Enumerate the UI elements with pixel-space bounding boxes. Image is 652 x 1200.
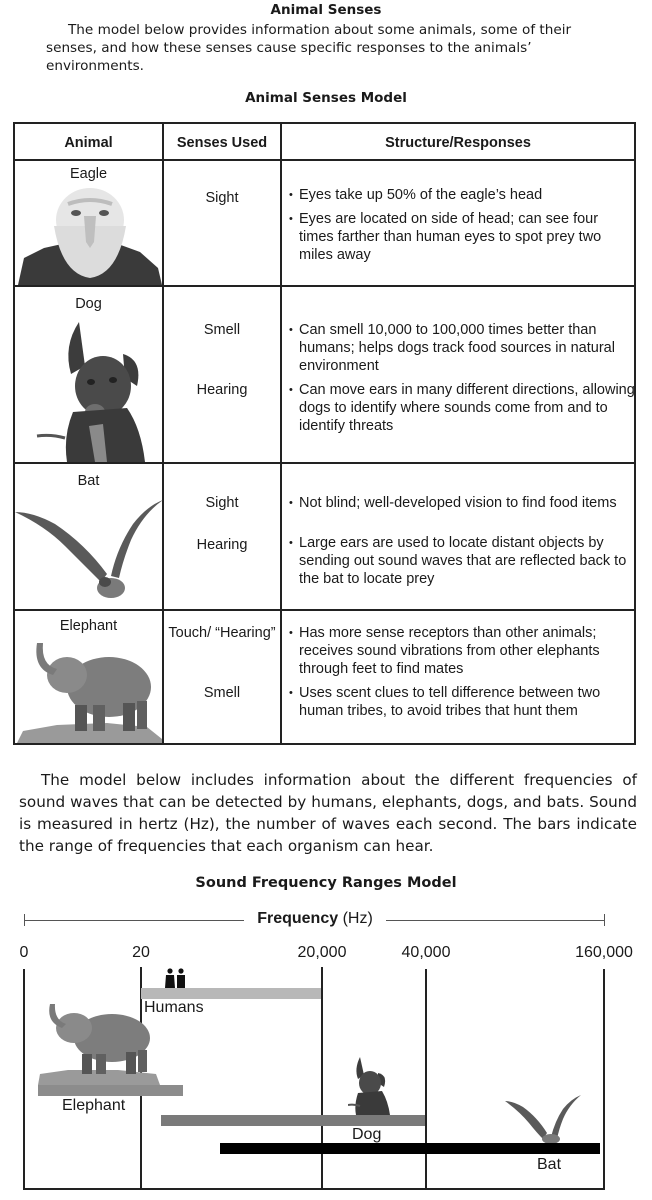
response-text: • Uses scent clues to tell difference between two human tribes, to avoid tribes that hunt them <box>289 684 639 720</box>
tick-label: 0 <box>19 944 29 961</box>
x-axis-label <box>246 910 384 928</box>
response-text: • Has more sense receptors than other animals; receives sound vibrations from other elephants through feet to find mates <box>289 624 639 678</box>
axis-bracket-right <box>386 920 604 921</box>
bar-humans <box>141 988 321 999</box>
x-axis-unit: (Hz) <box>342 910 373 927</box>
axis-bracket-cap <box>24 914 25 926</box>
elephant-photo <box>38 1000 160 1085</box>
response-text: • Not blind; well-developed vision to find food items <box>289 494 639 512</box>
divider <box>15 159 634 161</box>
bar-label-dog: Dog <box>352 1126 382 1143</box>
bat-photo <box>505 1093 581 1143</box>
response-text: • Large ears are used to locate distant objects by sending out sound waves that are reflected back to the bat to locate prey <box>289 534 639 588</box>
table-title: Animal Senses Model <box>245 90 407 106</box>
axis-bracket-left <box>24 920 244 921</box>
sense-label: Hearing <box>196 537 248 553</box>
sense-label: Sight <box>205 190 239 206</box>
gridline <box>425 969 427 1189</box>
response-text: • Can move ears in many different directions, allowing dogs to identify where sounds come from and to identify threats <box>289 381 639 435</box>
bar-label-bat: Bat <box>537 1156 562 1173</box>
bar-bat <box>220 1143 600 1154</box>
gridline <box>603 969 605 1189</box>
sound-frequency-chart <box>0 900 652 1200</box>
column-header-senses: Senses Used <box>176 134 268 151</box>
response-text: • Can smell 10,000 to 100,000 times better than humans; helps dogs track food sources in natural environment <box>289 321 639 375</box>
divider <box>162 124 164 743</box>
bat-photo <box>15 496 163 606</box>
tick-label: 40,000 <box>401 944 451 961</box>
tick-label: 160,000 <box>575 944 633 961</box>
bar-dog <box>161 1115 425 1126</box>
bar-label-elephant: Elephant <box>62 1097 126 1114</box>
animal-name: Bat <box>77 473 100 489</box>
page-title: Animal Senses <box>270 2 382 18</box>
sense-label: Hearing <box>196 382 248 398</box>
column-header-responses: Structure/Responses <box>385 134 531 151</box>
chart-title: Sound Frequency Ranges Model <box>195 875 457 891</box>
bar-label-humans: Humans <box>144 999 204 1016</box>
frequency-intro-paragraph: The model below includes information about the different frequencies of sound waves that can be detected by humans, elephants, dogs, and bats. Sound is measured in hertz (Hz), the number of waves each second. The bars indicate the range of frequencies that each organism can hear. <box>19 771 637 855</box>
tick-label: 20,000 <box>297 944 347 961</box>
sense-label: Smell <box>203 685 241 701</box>
gridline <box>23 969 25 1189</box>
bar-elephant <box>38 1085 183 1096</box>
dog-photo <box>348 1055 394 1115</box>
dog-photo <box>33 316 159 462</box>
divider <box>15 462 634 464</box>
x-axis-title: Frequency <box>257 910 339 927</box>
response-text: • Eyes take up 50% of the eagle’s head <box>289 186 635 204</box>
intro-paragraph: The model below provides information about some animals, some of their senses, and how these senses cause specific responses to the animals’ environments. <box>46 22 572 74</box>
animal-name: Dog <box>75 296 102 312</box>
eagle-photo <box>18 186 162 285</box>
sense-label: Touch/ “Hearing” <box>168 625 276 641</box>
divider <box>15 609 634 611</box>
animal-name: Eagle <box>69 166 108 182</box>
divider <box>15 285 634 287</box>
response-text: • Eyes are located on side of head; can see four times farther than human eyes to spot prey two miles away <box>289 210 635 264</box>
sense-label: Smell <box>203 322 241 338</box>
tick-label: 20 <box>132 944 150 961</box>
chart-baseline <box>23 1188 605 1190</box>
column-header-animal: Animal <box>64 134 113 151</box>
elephant-photo <box>17 639 162 743</box>
sense-label: Sight <box>205 495 239 511</box>
gridline <box>321 967 323 1189</box>
axis-bracket-cap <box>604 914 605 926</box>
animal-name: Elephant <box>59 618 118 634</box>
animal-senses-table <box>13 122 636 745</box>
divider <box>280 124 282 743</box>
